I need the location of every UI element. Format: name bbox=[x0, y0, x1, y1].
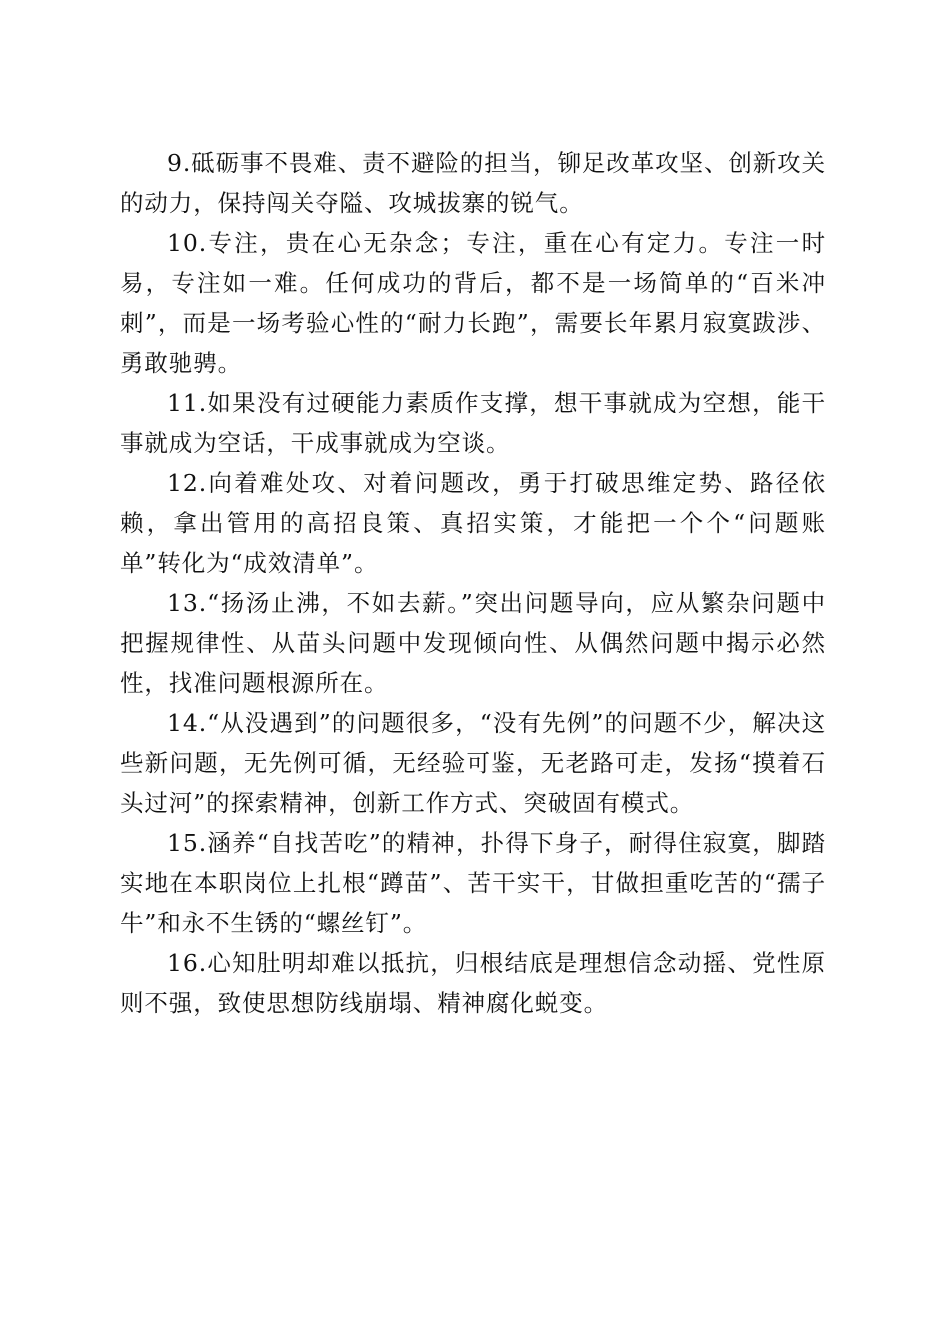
paragraph-16: 16.心知肚明却难以抵抗，归根结底是理想信念动摇、党性原则不强，致使思想防线崩塌、精神腐化蜕变。 bbox=[120, 949, 826, 1017]
paragraph-15: 15.涵养“自找苦吃”的精神，扑得下身子，耐得住寂寞，脚踏实地在本职岗位上扎根“蹲苗”、苦干实干，甘做担重吃苦的“孺子牛”和永不生锈的“螺丝钉”。 bbox=[120, 829, 826, 937]
paragraph-12: 12.向着难处攻、对着问题改，勇于打破思维定势、路径依赖，拿出管用的高招良策、真招实策，才能把一个个“问题账单”转化为“成效清单”。 bbox=[120, 469, 826, 577]
paragraph-11: 11.如果没有过硬能力素质作支撑，想干事就成为空想，能干事就成为空话，干成事就成为空谈。 bbox=[120, 389, 826, 457]
paragraph-9: 9.砥砺事不畏难、责不避险的担当，铆足改革攻坚、创新攻关的动力，保持闯关夺隘、攻城拔寨的锐气。 bbox=[120, 149, 826, 217]
paragraph-14: 14.“从没遇到”的问题很多，“没有先例”的问题不少，解决这些新问题，无先例可循，无经验可鉴，无老路可走，发扬“摸着石头过河”的探索精神，创新工作方式、突破固有模式。 bbox=[120, 709, 826, 817]
document-page bbox=[120, 143, 826, 1023]
paragraph-10: 10.专注，贵在心无杂念；专注，重在心有定力。专注一时易，专注如一难。任何成功的背后，都不是一场简单的“百米冲刺”，而是一场考验心性的“耐力长跑”，需要长年累月寂寞跋涉、勇敢驰骋。 bbox=[120, 229, 826, 377]
paragraph-13: 13.“扬汤止沸，不如去薪。”突出问题导向，应从繁杂问题中把握规律性、从苗头问题中发现倾向性、从偶然问题中揭示必然性，找准问题根源所在。 bbox=[120, 589, 826, 697]
